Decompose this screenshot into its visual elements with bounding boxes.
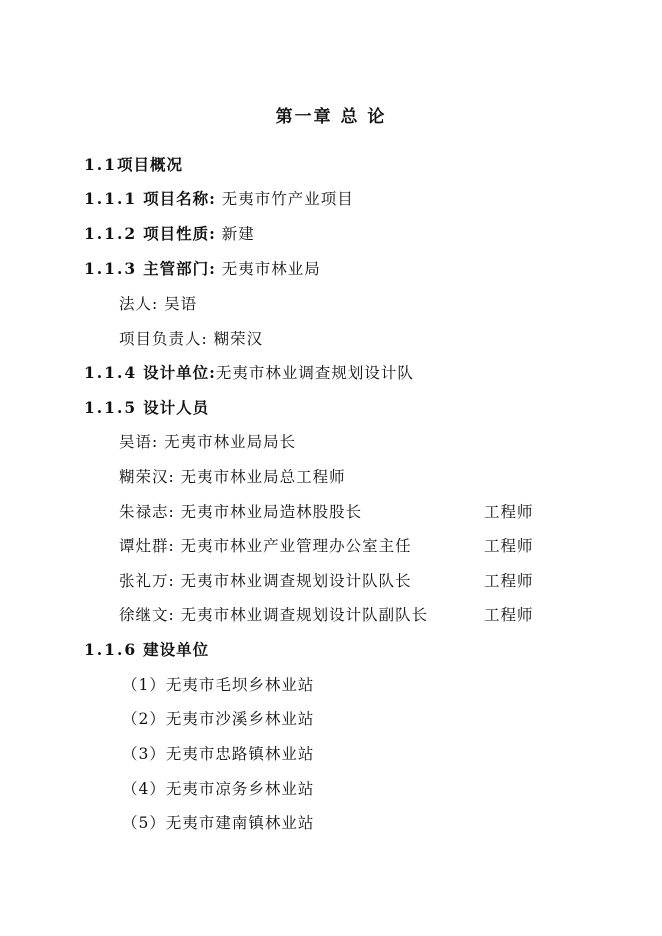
section-number: 1.1.6	[84, 640, 138, 659]
designer-position: 无夷市林业局造林股股长	[180, 503, 363, 521]
field-value: 无夷市竹产业项目	[221, 190, 354, 208]
field-label: 设计单位:	[143, 363, 216, 382]
designer-position: 无夷市林业产业管理办公室主任	[180, 537, 412, 555]
designer-row	[119, 570, 412, 592]
chapter-title: 第一章 总 论	[275, 107, 387, 127]
designer-row	[119, 431, 296, 453]
project-leader-row	[119, 328, 263, 350]
field-label: 主管部门:	[143, 259, 216, 278]
designer-position: 无夷市林业局局长	[164, 433, 297, 451]
section-number: 1.1.5	[84, 398, 138, 417]
field-value: 糊荣汉	[213, 330, 264, 348]
section-overview	[84, 154, 183, 176]
department-row	[84, 258, 321, 280]
designer-title: 工程师	[484, 572, 534, 590]
designer-position: 无夷市林业调查规划设计队副队长	[180, 606, 429, 624]
field-value: 无夷市林业局	[221, 260, 321, 278]
designer-title: 工程师	[484, 537, 534, 555]
list-item: （3）无夷市忠路镇林业站	[122, 745, 315, 763]
section-label: 设计人员	[143, 398, 210, 417]
legal-person-row	[119, 293, 197, 315]
designer-row	[119, 466, 346, 488]
designer-row	[119, 604, 428, 626]
designer-row	[119, 535, 412, 557]
designer-title: 工程师	[484, 606, 534, 624]
section-number: 1.1.1	[84, 189, 138, 208]
designer-name: 张礼万:	[119, 572, 175, 590]
field-value: 新建	[221, 225, 255, 243]
project-name-row	[84, 188, 354, 210]
designer-title: 工程师	[484, 503, 534, 521]
construction-units-heading	[84, 639, 209, 661]
project-nature-row	[84, 223, 255, 245]
designer-position: 无夷市林业调查规划设计队队长	[180, 572, 412, 590]
field-label: 项目名称:	[143, 189, 216, 208]
section-number: 1.1.3	[84, 259, 138, 278]
design-unit-row	[84, 362, 414, 384]
list-item: （5）无夷市建南镇林业站	[122, 814, 315, 832]
field-value: 吴语	[164, 295, 198, 313]
designer-name: 谭灶群:	[119, 537, 175, 555]
section-number: 1.1	[84, 155, 117, 174]
designer-position: 无夷市林业局总工程师	[180, 468, 346, 486]
designer-row	[119, 501, 362, 523]
field-label: 项目性质:	[143, 224, 216, 243]
designer-name: 徐继文:	[119, 606, 175, 624]
section-label: 建设单位	[143, 640, 210, 659]
section-label: 项目概况	[116, 155, 183, 174]
section-number: 1.1.4	[84, 363, 138, 382]
field-label: 法人:	[119, 295, 159, 313]
section-number: 1.1.2	[84, 224, 138, 243]
list-item: （2）无夷市沙溪乡林业站	[122, 710, 315, 728]
designer-name: 朱禄志:	[119, 503, 175, 521]
field-label: 项目负责人:	[119, 330, 208, 348]
list-item: （4）无夷市凉务乡林业站	[122, 780, 315, 798]
field-value: 无夷市林业调查规划设计队	[215, 364, 414, 382]
designer-name: 糊荣汉:	[119, 468, 175, 486]
designers-heading	[84, 397, 209, 419]
list-item: （1）无夷市毛坝乡林业站	[122, 676, 315, 694]
designer-name: 吴语:	[119, 433, 159, 451]
